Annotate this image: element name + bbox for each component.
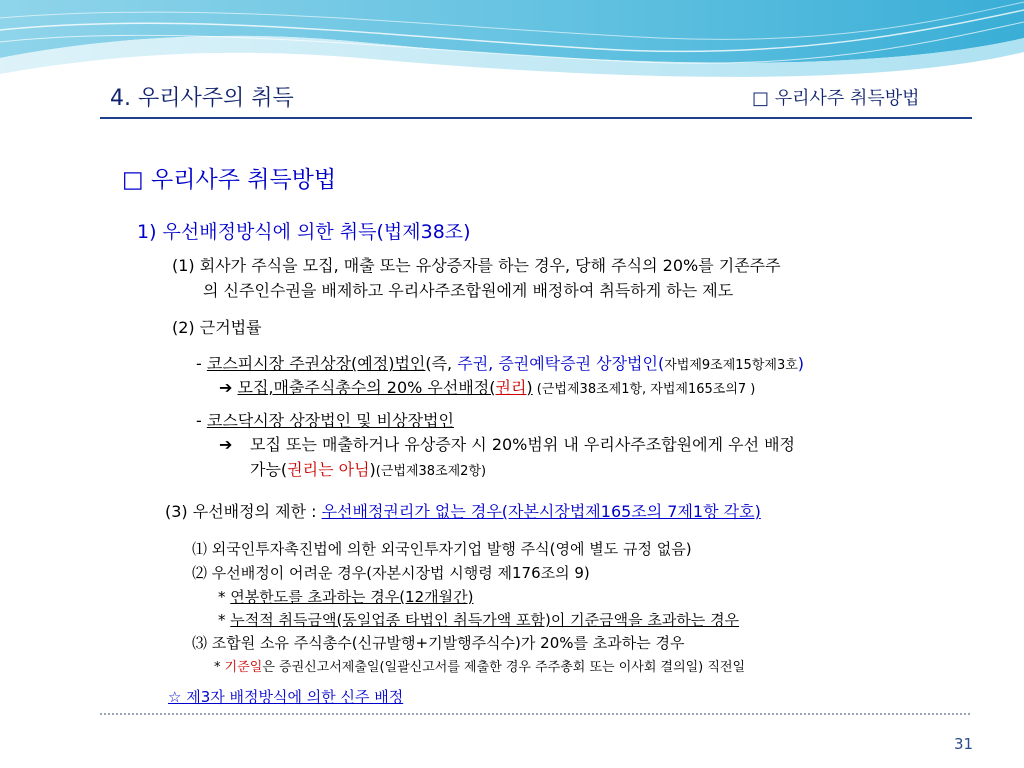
item1-line1: (1) 회사가 주식을 모집, 매출 또는 유상증자를 하는 경우, 당해 주식의 20%를 기존주주 <box>172 256 781 275</box>
kospi-result-line <box>219 378 755 398</box>
section-title: □ 우리사주 취득방법 <box>122 167 337 193</box>
kospi-blue-text: 주권, 증권예탁증권 상장법인 <box>457 354 658 373</box>
limit-item-2b-text: 누적적 취득금액(동일업종 타법인 취득가액 포함)이 기준금액을 초과하는 경우 <box>230 611 740 629</box>
kosdaq-result-line2 <box>250 460 486 480</box>
slide-title: 4. 우리사주의 취득 <box>110 86 294 111</box>
subsection-heading: 1) 우선배정방식에 의한 취득(법제38조) <box>137 221 471 243</box>
kospi-paren2: ( <box>657 354 665 373</box>
note-star: * <box>214 660 225 675</box>
kospi-result-red: 권리 <box>495 378 527 397</box>
kosdaq-result-prefix: 가능( <box>250 460 288 479</box>
note-rest: 은 증권신고서제출일(일괄신고서를 제출한 경우 주주총회 또는 이사회 결의일) 직전일 <box>262 660 746 675</box>
kospi-line <box>196 354 804 374</box>
kosdaq-result-ref: (근법제38조제2항) <box>375 464 487 479</box>
item1-line2: 의 신주인수권을 배제하고 우리사주조합원에게 배정하여 취득하게 하는 제도 <box>203 281 734 300</box>
third-party-allocation: ☆ 제3자 배정방식에 의한 신주 배정 <box>168 688 404 706</box>
item3-link-text: 우선배정권리가 없는 경우(자본시장법제165조의 7제1항 각호) <box>321 502 761 521</box>
arrow-icon: ➔ <box>219 378 238 397</box>
header-divider <box>100 117 972 119</box>
kospi-paren-open: (즉, <box>425 354 458 373</box>
limit-note <box>214 660 745 676</box>
kosdaq-result-close: ) <box>369 460 376 479</box>
bullet-star: * <box>218 588 226 606</box>
header-section-label: □ 우리사주 취득방법 <box>752 88 920 109</box>
page-number: 31 <box>954 735 974 753</box>
kospi-ref: 자법제9조제15항제3호 <box>664 358 798 373</box>
kosdaq-arrow-icon: ➔ <box>219 435 233 454</box>
limit-item-1: ⑴ 외국인투자촉진법에 의한 외국인투자기업 발행 주식(영에 별도 규정 없음) <box>192 540 692 558</box>
kosdaq-dash: - <box>196 411 207 430</box>
item2-heading: (2) 근거법률 <box>172 318 262 337</box>
limit-item-3: ⑶ 조합원 소유 주식총수(신규발행+기발행주식수)가 20%를 초과하는 경우 <box>192 634 685 652</box>
note-red-text: 기준일 <box>224 660 263 675</box>
kosdaq-line <box>196 411 454 430</box>
limit-item-2a-text: 연봉한도를 초과하는 경우(12개월간) <box>230 588 474 606</box>
kospi-result-close: ) <box>526 378 533 397</box>
kospi-label: 코스피시장 주권상장(예정)법인 <box>206 354 426 373</box>
kosdaq-result-line1: 모집 또는 매출하거나 유상증자 시 20%범위 내 우리사주조합원에게 우선 배정 <box>250 435 796 454</box>
kosdaq-result-red: 권리는 아님 <box>287 460 370 479</box>
kospi-paren-close: ) <box>797 354 805 373</box>
limit-item-2b <box>218 611 739 629</box>
kospi-result-text: 모집,매출주식총수의 20% 우선배정( <box>237 378 496 397</box>
kosdaq-label: 코스닥시장 상장법인 및 비상장법인 <box>206 411 454 430</box>
item3-heading <box>165 502 761 521</box>
limit-item-2a <box>218 588 473 606</box>
footer-divider <box>100 713 970 715</box>
bullet-star: * <box>218 611 226 629</box>
item3-prefix: (3) 우선배정의 제한 : <box>165 502 322 521</box>
kospi-dash: - <box>196 354 207 373</box>
limit-item-2: ⑵ 우선배정이 어려운 경우(자본시장법 시행령 제176조의 9) <box>192 564 590 582</box>
kospi-result-ref: (근법제38조제1항, 자법제165조의7 ) <box>532 382 756 397</box>
